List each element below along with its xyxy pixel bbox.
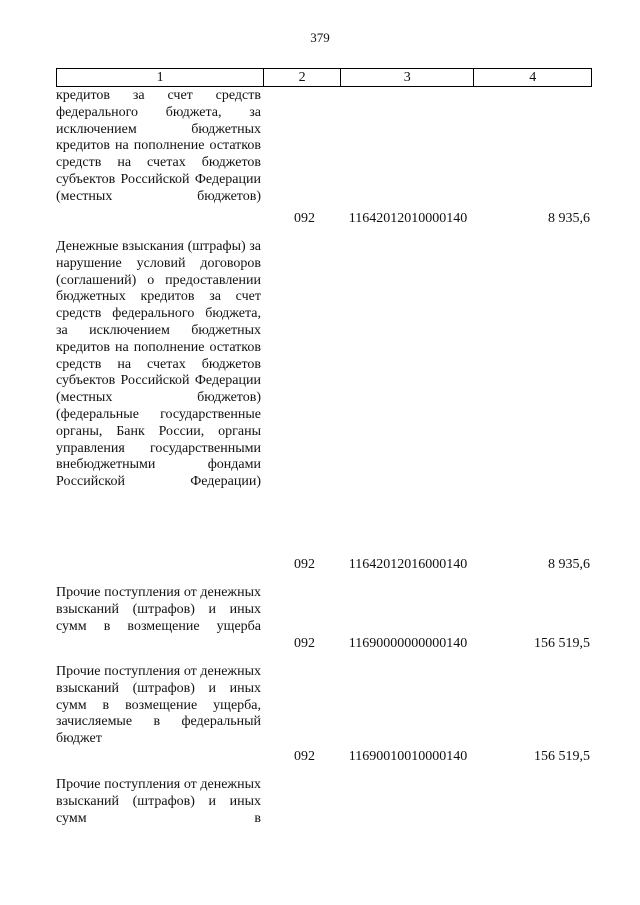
budget-class-code: 11642012010000140 bbox=[348, 211, 468, 227]
table-header bbox=[56, 68, 592, 87]
amount: 156 519,5 bbox=[534, 636, 590, 652]
admin-code: 092 bbox=[294, 557, 315, 573]
admin-code: 092 bbox=[294, 749, 315, 765]
table-row bbox=[56, 239, 592, 574]
amount: 8 935,6 bbox=[548, 557, 590, 573]
admin-code: 092 bbox=[294, 211, 315, 227]
table-body bbox=[56, 88, 592, 837]
row-description: Прочие поступления от денежных взысканий (штрафов) и иных сумм в возмещение ущерба, зачисляемые в федеральный бюджет bbox=[56, 664, 261, 747]
budget-class-code: 11642012016000140 bbox=[348, 557, 468, 573]
amount: 8 935,6 bbox=[548, 211, 590, 227]
table-row bbox=[56, 88, 592, 228]
table-row bbox=[56, 777, 592, 837]
budget-class-code: 11690010010000140 bbox=[348, 749, 468, 765]
table-row bbox=[56, 664, 592, 766]
row-description: Прочие поступления от денежных взысканий (штрафов) и иных сумм в возмещение ущерба bbox=[56, 585, 261, 634]
table-row bbox=[56, 585, 592, 653]
budget-class-code: 11690000000000140 bbox=[348, 636, 468, 652]
page-number: 379 bbox=[310, 30, 330, 45]
row-description: Прочие поступления от денежных взысканий (штрафов) и иных сумм в bbox=[56, 777, 261, 826]
column-header-1: 1 bbox=[57, 69, 264, 86]
amount: 156 519,5 bbox=[534, 749, 590, 765]
row-description: кредитов за счет средств федерального бюджета, за исключением бюджетных кредитов на пополнение остатков средств на счетах бюджетов субъектов Российской Федерации (местных бюджетов) bbox=[56, 88, 261, 204]
column-header-3: 3 bbox=[341, 69, 475, 86]
row-description: Денежные взыскания (штрафы) за нарушение условий договоров (соглашений) о предоставлении бюджетных кредитов за счет средств федерального бюджета, за исключением бюджетных кредитов на пополнение остатков средств на счетах бюджетов субъектов Российской Федерации (местных бюджетов) (федеральные государственные органы, Банк России, органы управления государственными внебюджетными фондами Российской Федерации) bbox=[56, 239, 261, 490]
column-header-2: 2 bbox=[264, 69, 341, 86]
column-header-4: 4 bbox=[529, 70, 537, 85]
admin-code: 092 bbox=[294, 636, 315, 652]
